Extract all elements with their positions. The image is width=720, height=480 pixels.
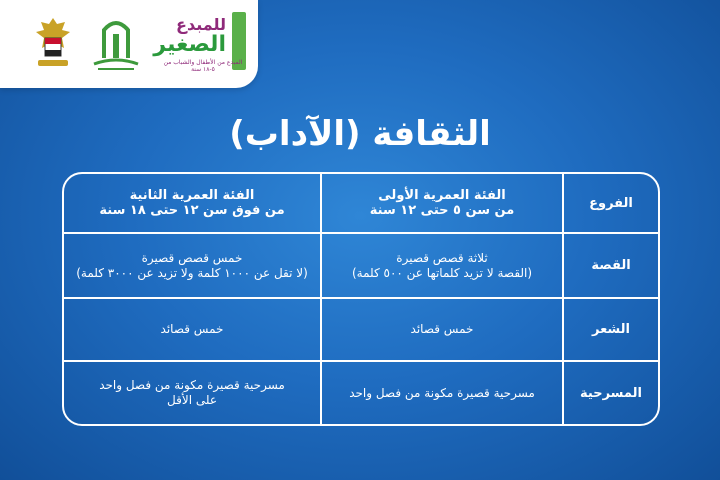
header-group2-age: من فوق سن ١٢ حتى ١٨ سنة xyxy=(99,203,285,218)
header-group1-title: الفئة العمرية الأولى xyxy=(378,188,506,203)
row-story-branch xyxy=(564,234,658,297)
row-theatre-group2 xyxy=(64,362,320,424)
ministry-logo-icon xyxy=(90,14,142,74)
cell-text: مسرحية قصيرة مكونة من فصل واحد xyxy=(349,385,535,400)
prize-line2: الصغير xyxy=(153,32,226,57)
young-creator-prize-logo xyxy=(153,10,246,76)
row-theatre-branch xyxy=(564,362,658,424)
cell-text: خمس قصص قصيرة xyxy=(141,250,243,265)
cell-text: خمس قصائد xyxy=(410,322,474,336)
row-story-group1 xyxy=(322,234,562,297)
row-poetry-group1 xyxy=(322,299,562,360)
branch-label: القصة xyxy=(591,258,631,273)
cell-text: (لا تقل عن ١٠٠٠ كلمة ولا تزيد عن ٣٠٠٠ كلمة) xyxy=(76,265,308,280)
header-group2-title: الفئة العمرية الثانية xyxy=(129,188,255,203)
header-group1-age: من سن ٥ حتى ١٢ سنة xyxy=(369,203,515,218)
egypt-eagle-emblem-icon xyxy=(32,14,74,72)
cell-text: (القصة لا تزيد كلماتها عن ٥٠٠ كلمة) xyxy=(351,265,533,280)
header-group1 xyxy=(322,174,562,232)
cell-text: خمس قصائد xyxy=(160,322,224,336)
row-story-group2 xyxy=(64,234,320,297)
categories-table xyxy=(62,172,660,426)
branch-label: الشعر xyxy=(592,322,630,337)
cell-text: مسرحية قصيرة مكونة من فصل واحد xyxy=(99,378,285,392)
prize-subtitle: المبدع من الأطفال والشباب من ٥-١٨ سنة xyxy=(163,59,243,73)
row-poetry-branch xyxy=(564,299,658,360)
row-poetry-group2 xyxy=(64,299,320,360)
row-theatre-group1 xyxy=(322,362,562,424)
cell-text: على الأقل xyxy=(167,393,217,407)
logo-bar xyxy=(0,0,258,88)
cell-text: ثلاثة قصص قصيرة xyxy=(396,250,488,265)
branch-label: المسرحية xyxy=(580,385,642,401)
header-group2 xyxy=(64,174,320,232)
prize-line1: للمبدع xyxy=(176,15,226,34)
page-title: الثقافة (الآداب) xyxy=(229,114,491,154)
header-branches-label: الفروع xyxy=(589,195,633,211)
header-branches xyxy=(564,174,658,232)
